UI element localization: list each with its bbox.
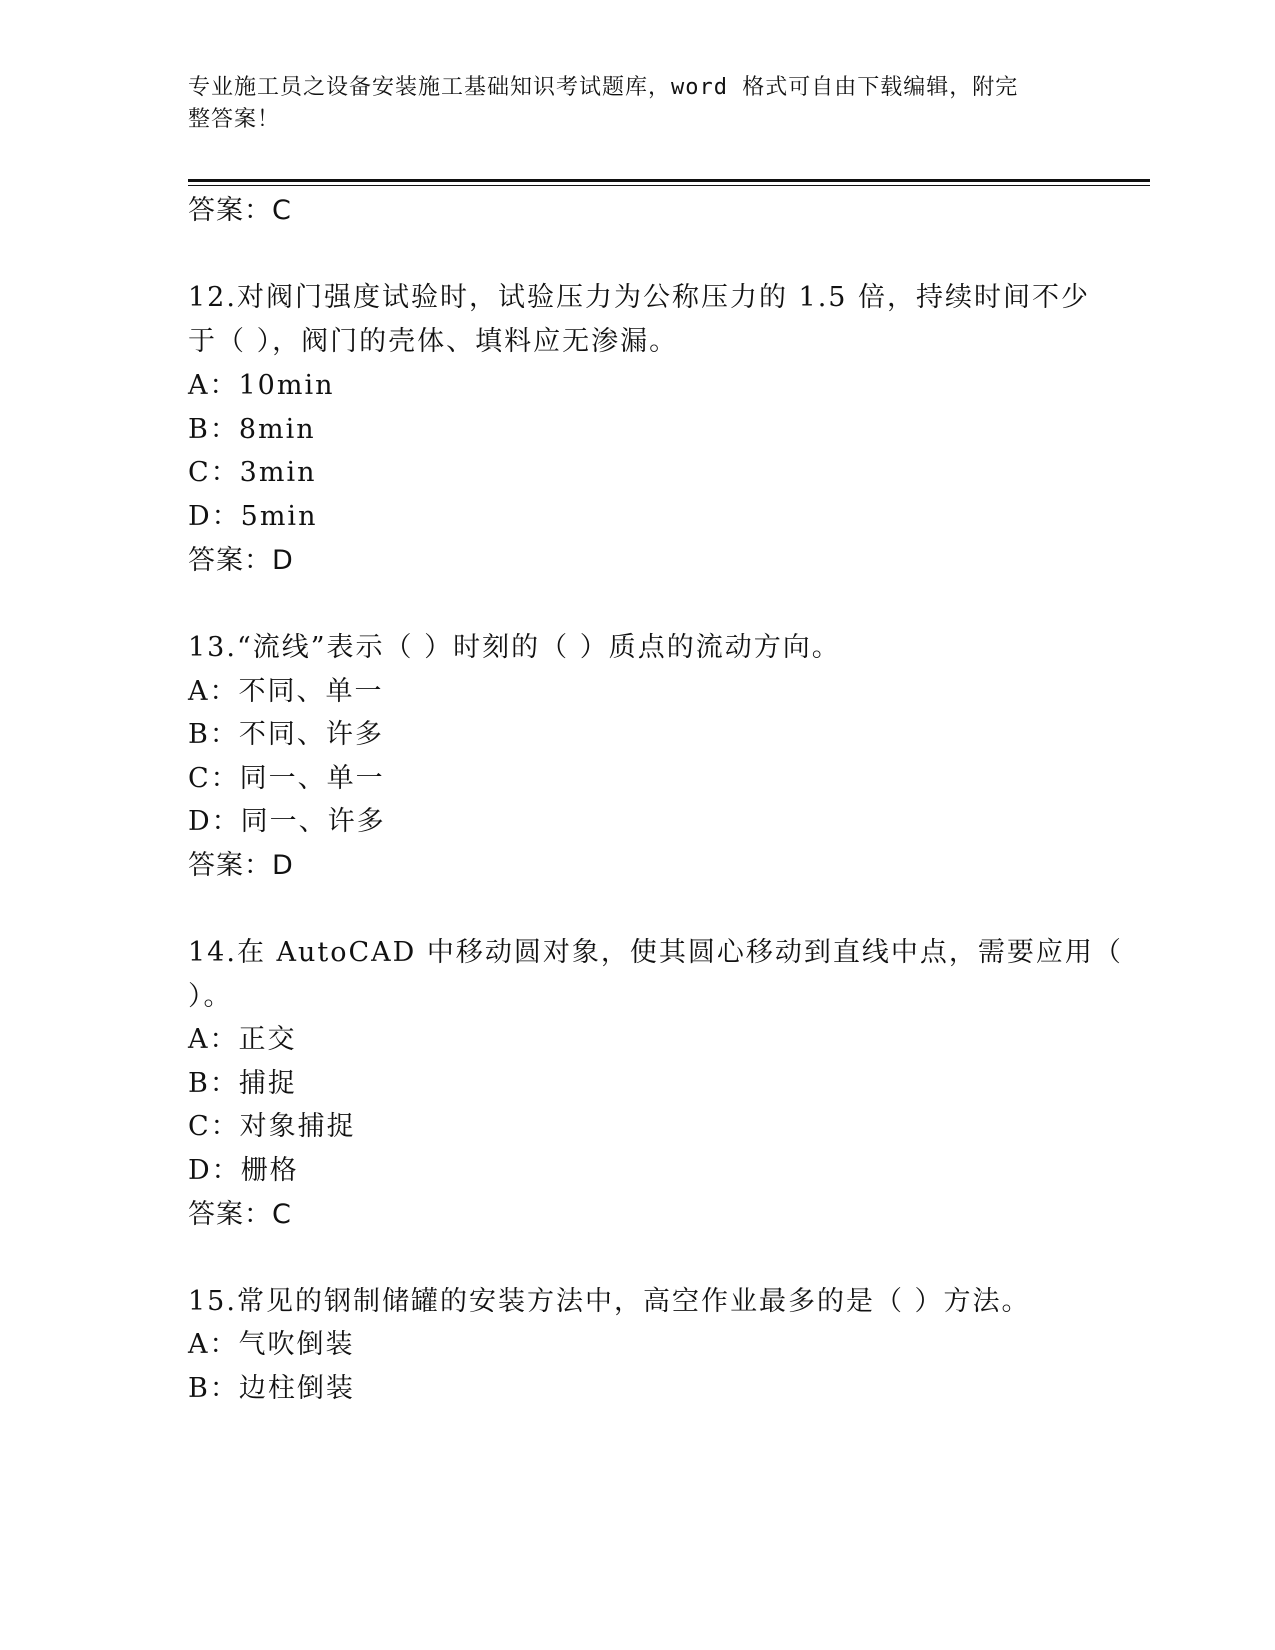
question-15-option-a: A：气吹倒装 xyxy=(188,1329,355,1360)
header-rule-thin xyxy=(188,185,1150,186)
question-14-stem-line-2: ）。 xyxy=(188,981,233,1012)
question-14-stem-line-1: 14.在 AutoCAD 中移动圆对象，使其圆心移动到直线中点，需要应用（ xyxy=(188,937,1123,968)
question-15-option-b: B：边柱倒装 xyxy=(188,1373,355,1404)
question-12-stem-line-1: 12.对阀门强度试验时，试验压力为公称压力的 1.5 倍，持续时间不少 xyxy=(188,282,1091,313)
question-12-answer: 答案：D xyxy=(188,545,294,576)
question-13-stem-line-1: 13.“流线”表示（ ）时刻的（ ）质点的流动方向。 xyxy=(188,632,841,663)
question-14-option-b: B：捕捉 xyxy=(188,1068,297,1099)
question-13-option-d: D：同一、许多 xyxy=(188,806,386,837)
question-12-option-d: D：5min xyxy=(188,501,318,532)
document-header xyxy=(188,72,1068,136)
question-14-option-c: C：对象捕捉 xyxy=(188,1111,356,1142)
question-15-stem-line-1: 15.常见的钢制储罐的安装方法中，高空作业最多的是（ ）方法。 xyxy=(188,1286,1031,1317)
header-line-1: 专业施工员之设备安装施工基础知识考试题库，word 格式可自由下载编辑，附完 xyxy=(188,75,1019,100)
header-line-2: 整答案！ xyxy=(188,107,281,132)
question-14-option-a: A：正交 xyxy=(188,1024,297,1055)
question-12-option-c: C：3min xyxy=(188,457,317,488)
question-12-stem-line-2: 于（ ），阀门的壳体、填料应无渗漏。 xyxy=(188,326,679,357)
question-14-answer: 答案：C xyxy=(188,1199,292,1230)
question-13-option-c: C：同一、单一 xyxy=(188,763,385,794)
question-13-option-a: A：不同、单一 xyxy=(188,676,384,707)
question-12-option-b: B：8min xyxy=(188,414,316,445)
header-rule-thick xyxy=(188,179,1150,182)
question-14-option-d: D：栅格 xyxy=(188,1155,299,1186)
previous-answer: 答案：C xyxy=(188,195,292,226)
question-13-answer: 答案：D xyxy=(188,850,294,881)
question-12-option-a: A：10min xyxy=(188,370,335,401)
question-13-option-b: B：不同、许多 xyxy=(188,719,384,750)
